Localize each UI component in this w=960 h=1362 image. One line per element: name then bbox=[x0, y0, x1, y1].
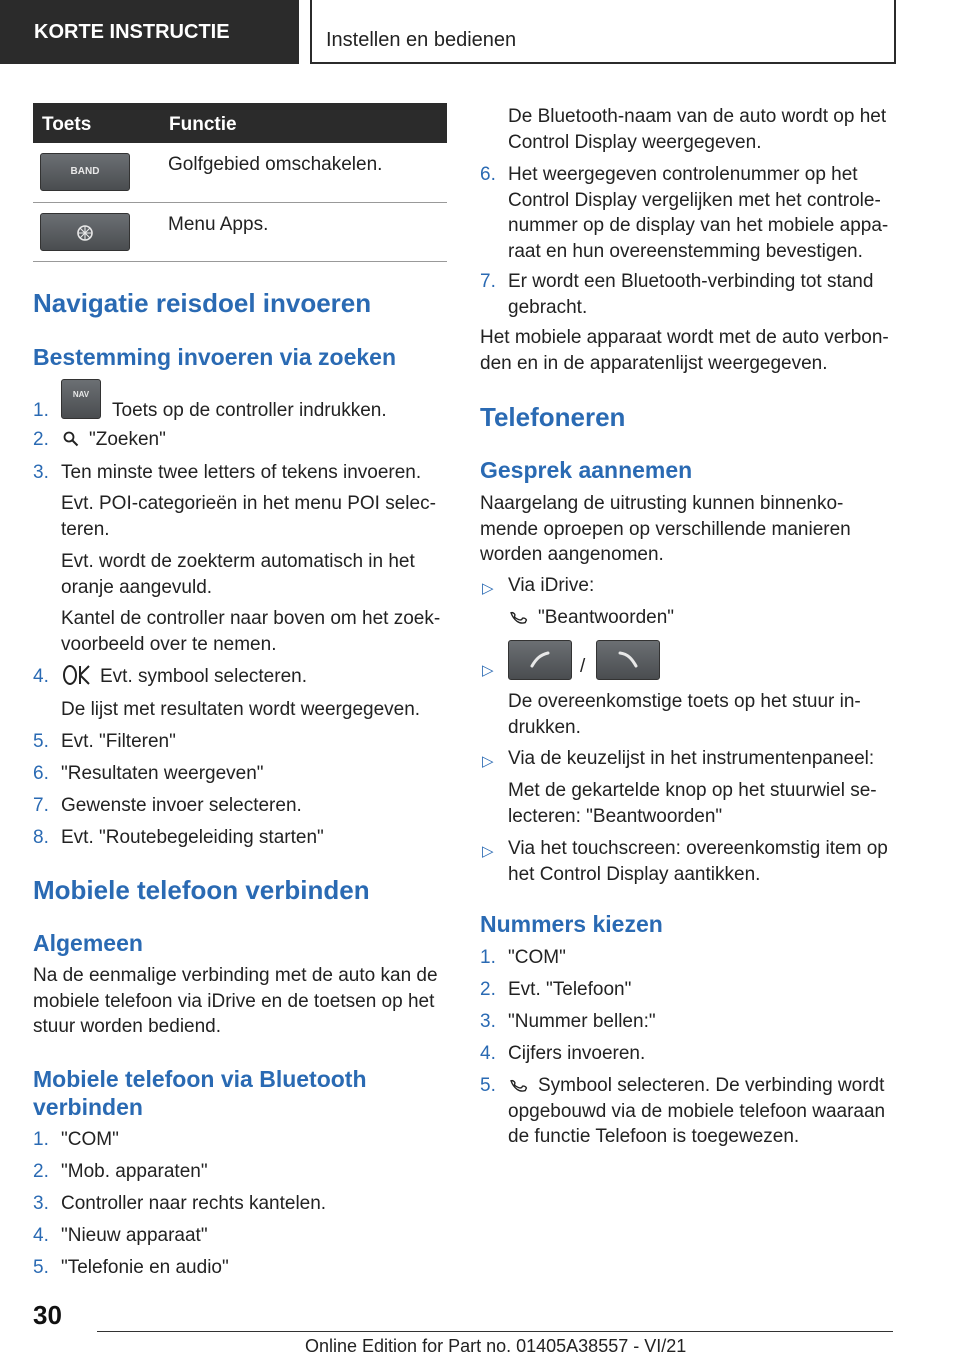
page-number: 30 bbox=[33, 1300, 62, 1330]
step-text: "COM" bbox=[61, 1129, 119, 1150]
item-note: De overeenkomstige toets op het stuur in-drukken. bbox=[508, 691, 861, 738]
list-item bbox=[33, 460, 447, 486]
heading-dial-numbers: Nummers kiezen bbox=[480, 911, 663, 937]
chapter-tab bbox=[310, 0, 896, 64]
triangle-bullet-icon: ▷ bbox=[482, 843, 494, 860]
list-item bbox=[480, 945, 894, 971]
table-row bbox=[33, 143, 447, 203]
step-text: Symbool selecteren. De verbinding wordt opgebouwd via de mobiele telefoon waaraan de functie Telefoon is toegewezen. bbox=[508, 1075, 886, 1147]
step-number: 4. bbox=[480, 1043, 496, 1064]
list-item bbox=[480, 1009, 894, 1035]
footer-divider bbox=[97, 1331, 893, 1332]
item-note: Met de gekartelde knop op het stuurwiel se-lecteren: "Beantwoorden" bbox=[508, 780, 877, 827]
list-item bbox=[33, 427, 447, 453]
ok-symbol-icon bbox=[62, 664, 92, 694]
step-text: Ten minste twee letters of tekens invoeren. bbox=[61, 462, 422, 483]
list-item bbox=[480, 162, 894, 264]
general-paragraph: Na de eenmalige verbinding met de auto kan de mobiele telefoon via iDrive en de toetsen op het stuur worden bediend. bbox=[33, 965, 438, 1037]
table-header bbox=[33, 103, 447, 143]
step-number: 5. bbox=[33, 731, 49, 752]
footer-edition: Online Edition for Part no. 01405A38557 - VI/21 bbox=[305, 1336, 687, 1356]
step-text: Evt. symbool selecteren. bbox=[100, 666, 307, 687]
list-item bbox=[33, 729, 447, 755]
list-item bbox=[508, 605, 894, 631]
table-cell-function: Menu Apps. bbox=[168, 214, 269, 235]
list-item bbox=[480, 1073, 894, 1153]
list-item bbox=[33, 1159, 447, 1185]
step-number: 5. bbox=[33, 1257, 49, 1278]
column-header-function: Functie bbox=[169, 114, 237, 135]
step-number: 7. bbox=[33, 795, 49, 816]
step-text: Er wordt een Bluetooth-verbinding tot stand gebracht. bbox=[508, 271, 874, 318]
apps-icon bbox=[40, 213, 130, 251]
step-text: "Telefonie en audio" bbox=[61, 1257, 229, 1278]
step-text: Evt. "Filteren" bbox=[61, 731, 176, 752]
list-item bbox=[480, 836, 894, 888]
heading-general: Algemeen bbox=[33, 930, 143, 956]
call-hangup-key-icon bbox=[596, 640, 660, 680]
heading-connect-phone: Mobiele telefoon verbinden bbox=[33, 875, 370, 905]
step-number: 2. bbox=[33, 429, 49, 450]
step-text: Gewenste invoer selecteren. bbox=[61, 795, 302, 816]
step-text: "Zoeken" bbox=[89, 429, 166, 450]
nav-key-icon: NAV bbox=[61, 379, 101, 419]
table-cell-function: Golfgebied omschakelen. bbox=[168, 154, 383, 175]
step-text: "Nummer bellen:" bbox=[508, 1011, 656, 1032]
step-number: 3. bbox=[33, 1193, 49, 1214]
list-item bbox=[33, 1223, 447, 1249]
step-note: De lijst met resultaten wordt weergegeven. bbox=[61, 699, 421, 720]
list-item bbox=[480, 573, 894, 599]
column-header-key: Toets bbox=[42, 114, 92, 135]
list-item bbox=[33, 1127, 447, 1153]
answer-paragraph: Naargelang de uitrusting kunnen binnenko-mende oproepen op verschillende manieren worden aangenomen. bbox=[480, 493, 851, 565]
step-number: 1. bbox=[33, 1129, 49, 1150]
step-text: Controller naar rechts kantelen. bbox=[61, 1193, 327, 1214]
key-function-table bbox=[33, 103, 447, 262]
item-text: Via het touchscreen: overeenkomstig item op het Control Display aantikken. bbox=[508, 838, 888, 885]
heading-bluetooth: Mobiele telefoon via Bluetooth verbinden bbox=[33, 1066, 367, 1120]
list-item bbox=[33, 825, 447, 851]
step-number: 4. bbox=[33, 666, 49, 687]
heading-navigation: Navigatie reisdoel invoeren bbox=[33, 288, 372, 318]
list-item bbox=[33, 793, 447, 819]
step-note: De Bluetooth-naam van de auto wordt op het Control Display weergegeven. bbox=[508, 106, 887, 153]
step-number: 7. bbox=[480, 271, 496, 292]
step-note: Evt. wordt de zoekterm automatisch in het oranje aangevuld. bbox=[61, 551, 415, 598]
heading-answer-call: Gesprek aannemen bbox=[480, 457, 693, 483]
item-text: "Beantwoorden" bbox=[538, 607, 675, 628]
call-accept-key-icon bbox=[508, 640, 572, 680]
step-text: Het weergegeven controlenummer op het Control Display vergelijken met het controle-nummer op de display van het mobiele appa-raat en hun overeenstemming bevestigen. bbox=[508, 164, 889, 262]
triangle-bullet-icon: ▷ bbox=[482, 662, 494, 679]
triangle-bullet-icon: ▷ bbox=[482, 753, 494, 770]
step-number: 1. bbox=[480, 947, 496, 968]
step-note: Evt. POI-categorieën in het menu POI selec-teren. bbox=[61, 493, 436, 540]
step-number: 4. bbox=[33, 1225, 49, 1246]
step-text: Cijfers invoeren. bbox=[508, 1043, 646, 1064]
step-number: 8. bbox=[33, 827, 49, 848]
step-text: "Resultaten weergeven" bbox=[61, 763, 264, 784]
step-note: Kantel de controller naar boven om het zoek-voorbeeld over te nemen. bbox=[61, 608, 441, 655]
phone-handset-icon bbox=[510, 607, 530, 635]
heading-search-destination: Bestemming invoeren via zoeken bbox=[33, 344, 397, 370]
step-number: 5. bbox=[480, 1075, 496, 1096]
list-item bbox=[480, 746, 894, 772]
step-text: Toets op de controller indrukken. bbox=[112, 400, 387, 421]
step-number: 3. bbox=[480, 1011, 496, 1032]
item-text: Via iDrive: bbox=[508, 575, 595, 596]
list-item bbox=[33, 761, 447, 787]
step-text: Evt. "Telefoon" bbox=[508, 979, 632, 1000]
step-text: "COM" bbox=[508, 947, 566, 968]
separator: / bbox=[580, 656, 586, 677]
step-text: Evt. "Routebegeleiding starten" bbox=[61, 827, 324, 848]
step-number: 1. bbox=[33, 400, 49, 421]
band-key-icon: BAND bbox=[40, 153, 130, 191]
chapter-title: Instellen en bedienen bbox=[326, 29, 517, 51]
table-row bbox=[33, 203, 447, 262]
list-item bbox=[33, 664, 447, 690]
section-title: KORTE INSTRUCTIE bbox=[34, 21, 230, 43]
list-item bbox=[480, 1041, 894, 1067]
triangle-bullet-icon: ▷ bbox=[482, 580, 494, 597]
search-icon bbox=[63, 429, 79, 455]
result-paragraph: Het mobiele apparaat wordt met de auto verbon-den en in de apparatenlijst weergegeven. bbox=[480, 327, 889, 374]
list-item bbox=[480, 977, 894, 1003]
list-item bbox=[33, 1191, 447, 1217]
step-text: "Nieuw apparaat" bbox=[61, 1225, 208, 1246]
list-item bbox=[480, 640, 894, 680]
step-number: 6. bbox=[480, 164, 496, 185]
step-text: "Mob. apparaten" bbox=[61, 1161, 208, 1182]
step-number: 6. bbox=[33, 763, 49, 784]
section-tab bbox=[0, 0, 299, 64]
item-text: Via de keuzelijst in het instrumentenpaneel: bbox=[508, 748, 875, 769]
list-item bbox=[480, 269, 894, 321]
list-item bbox=[33, 1255, 447, 1281]
step-number: 2. bbox=[33, 1161, 49, 1182]
step-number: 3. bbox=[33, 462, 49, 483]
heading-phoning: Telefoneren bbox=[480, 402, 626, 432]
step-number: 2. bbox=[480, 979, 496, 1000]
